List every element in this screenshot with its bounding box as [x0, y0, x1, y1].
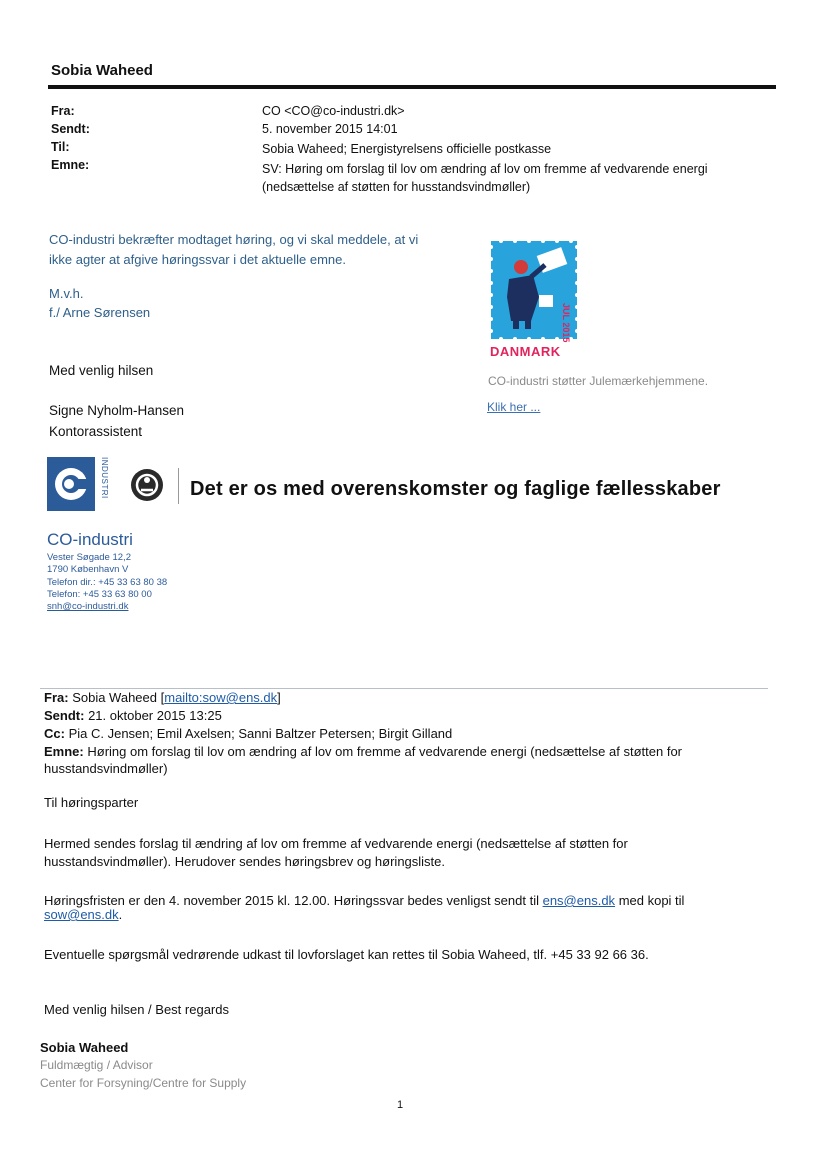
- fwd-subject-line2: husstandsvindmøller): [44, 761, 168, 776]
- company-phone-dir: Telefon dir.: +45 33 63 80 38: [47, 577, 168, 588]
- fwd-from-mailto-link[interactable]: mailto:sow@ens.dk: [164, 690, 278, 705]
- to-value: Sobia Waheed; Energistyrelsens officielle postkasse: [262, 142, 552, 156]
- sow-email-link[interactable]: sow@ens.dk: [44, 907, 119, 922]
- reply-line-2: ikke agter at afgive høringssvar i det aktuelle emne.: [49, 252, 346, 267]
- reply-signoff: f./ Arne Sørensen: [49, 305, 151, 320]
- body-signature-dept: Center for Forsyning/Centre for Supply: [40, 1076, 247, 1090]
- signature-name: Signe Nyholm-Hansen: [49, 403, 185, 418]
- page-title: Sobia Waheed: [51, 62, 153, 79]
- reply-line-1: CO-industri bekræfter modtaget høring, og vi skal meddele, at vi: [49, 232, 419, 247]
- fwd-cc-label: Cc:: [44, 726, 65, 741]
- company-email-link[interactable]: snh@co-industri.dk: [47, 601, 129, 612]
- stamp-year: JUL 2015: [561, 303, 571, 343]
- page-number: 1: [397, 1099, 404, 1111]
- subject-label: Emne:: [51, 158, 90, 172]
- company-street: Vester Søgade 12,2: [47, 552, 131, 563]
- stamp-caption: CO-industri støtter Julemærkehjemmene.: [488, 374, 709, 388]
- body-signature-name: Sobia Waheed: [40, 1040, 129, 1055]
- fwd-sent-value: 21. oktober 2015 13:25: [88, 708, 222, 723]
- company-phone: Telefon: +45 33 63 80 00: [47, 589, 152, 600]
- co-industri-logo: [47, 457, 111, 511]
- to-label: Til:: [51, 140, 70, 154]
- body-para2-pre: Høringsfristen er den 4. november 2015 kl. 12.00. Høringssvar bedes venligst sendt til: [44, 893, 539, 908]
- body-closing: Med venlig hilsen / Best regards: [44, 1002, 229, 1017]
- from-label: Fra:: [51, 104, 75, 118]
- greeting: Med venlig hilsen: [49, 363, 154, 378]
- body-para2-line2: [44, 907, 122, 922]
- body-para1-line2: husstandsvindmøller). Herudover sendes høringsbrev og høringsliste.: [44, 854, 446, 869]
- company-city: 1790 København V: [47, 564, 129, 575]
- fwd-from-row: Fra: Sobia Waheed [mailto:sow@ens.dk]: [44, 690, 281, 705]
- fwd-from-name: Sobia Waheed: [72, 690, 157, 705]
- fwd-subject-label: Emne:: [44, 744, 84, 759]
- fwd-sent-label: Sendt:: [44, 708, 85, 723]
- christmas-seal-image[interactable]: [487, 237, 581, 343]
- header-rule: [48, 85, 776, 89]
- body-para2-end: .: [118, 907, 123, 922]
- sent-value: 5. november 2015 14:01: [262, 122, 398, 136]
- from-value: CO <CO@co-industri.dk>: [262, 104, 405, 118]
- fwd-sent-row: [44, 708, 222, 723]
- subject-value-line1: SV: Høring om forslag til lov om ændring af lov om fremme af vedvarende energi: [262, 162, 708, 176]
- stamp-country: DANMARK: [490, 344, 561, 359]
- fwd-from-label: Fra:: [44, 690, 69, 705]
- fwd-subject-row: [44, 744, 682, 759]
- subject-value-line2: (nedsættelse af støtten for husstandsvindmøller): [262, 180, 531, 194]
- body-para2-mid: med kopi til: [618, 893, 685, 908]
- logo-vertical-text: INDUSTRI: [100, 457, 109, 499]
- reply-mvh: M.v.h.: [49, 286, 84, 301]
- logo-divider: [178, 468, 179, 504]
- body-para2-line1: [44, 893, 684, 908]
- stamp-link[interactable]: Klik her ...: [487, 400, 541, 414]
- fwd-cc-value: Pia C. Jensen; Emil Axelsen; Sanni Baltzer Petersen; Birgit Gilland: [68, 726, 453, 741]
- ens-email-link[interactable]: ens@ens.dk: [542, 893, 616, 908]
- body-signature-title: Fuldmægtig / Advisor: [40, 1058, 153, 1072]
- fwd-cc-row: [44, 726, 452, 741]
- slogan: Det er os med overenskomster og faglige fællesskaber: [190, 478, 721, 500]
- body-para1-line1: Hermed sendes forslag til ændring af lov om fremme af vedvarende energi (nedsættelse af støtten for: [44, 836, 628, 851]
- forward-separator: [40, 688, 768, 689]
- union-logo-icon: [130, 468, 164, 502]
- fwd-subject-line1: Høring om forslag til lov om ændring af lov om fremme af vedvarende energi (nedsættelse af støtten for: [87, 744, 683, 759]
- body-salutation: Til høringsparter: [44, 795, 139, 810]
- signature-title: Kontorassistent: [49, 424, 143, 439]
- company-name: CO-industri: [47, 530, 133, 549]
- body-para3: Eventuelle spørgsmål vedrørende udkast til lovforslaget kan rettes til Sobia Waheed, tlf. +45 33 92 66 36.: [44, 947, 649, 962]
- sent-label: Sendt:: [51, 122, 90, 136]
